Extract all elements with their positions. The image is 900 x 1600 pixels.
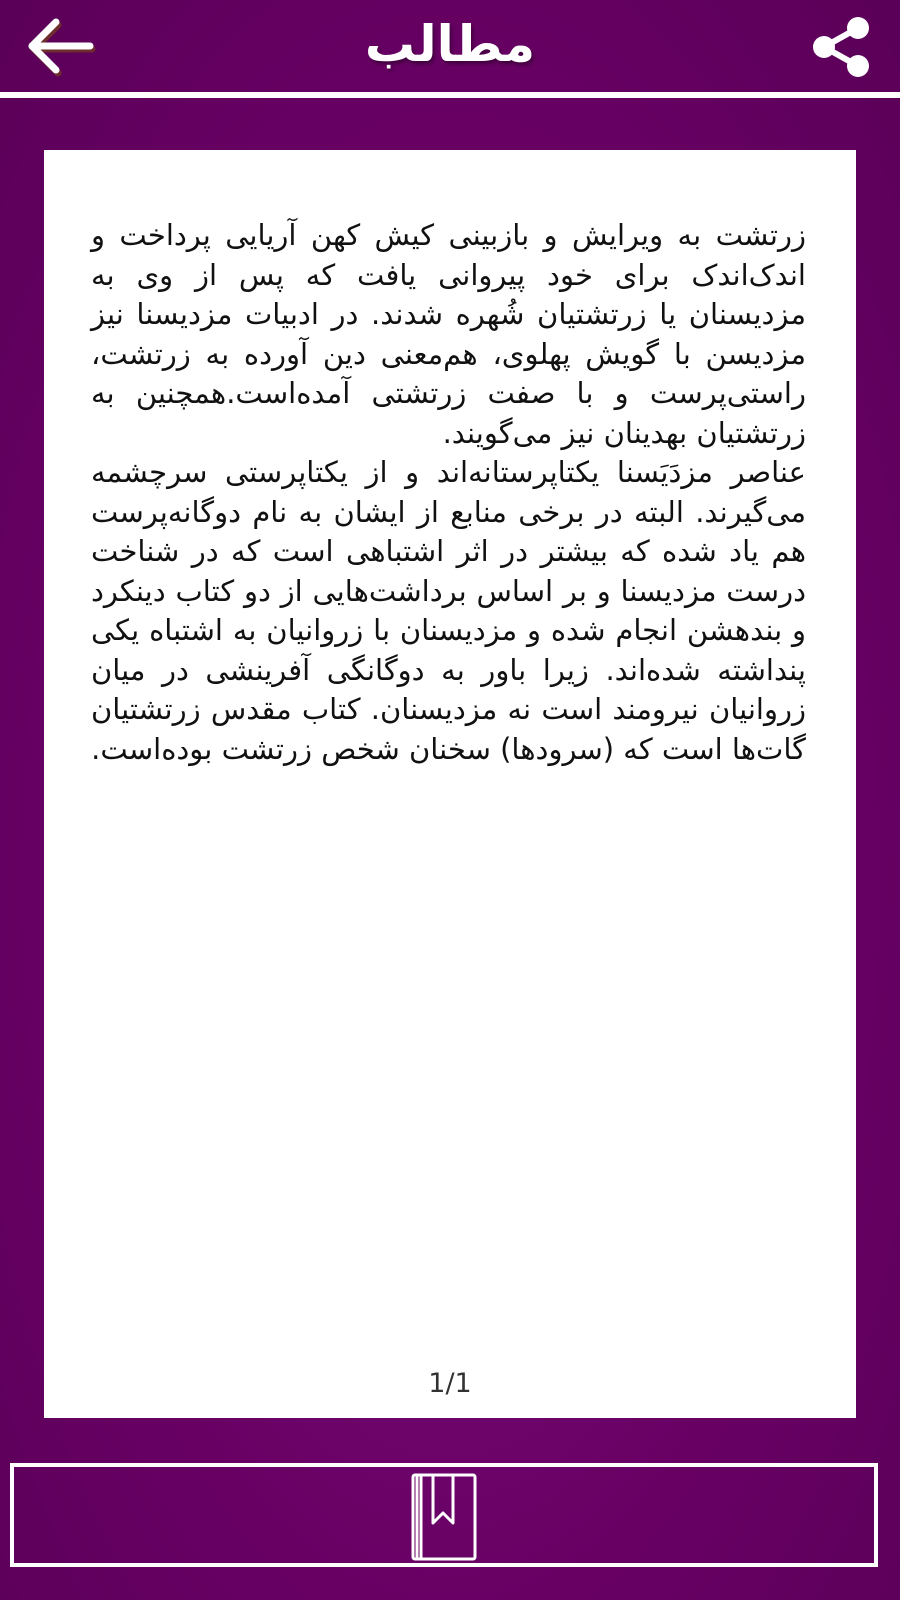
article-paragraph: عناصر مزدَیَسنا یکتاپرستانه‌اند و از یکتاپرستی سرچشمه می‌گیرند. البته در برخی منابع از ایشان به نام دوگانه‌پرست هم یاد شده که بیشتر در اثر اشتباهی است که در شناخت درست مزدیسنا و بر اساس برداشت‌هایی از دو کتاب دینکرد و بندهشن انجام شده و مزدیسنان با زروانیان به اشتباه یکی پنداشته شده‌اند. زیرا باور به دوگانگی آفرینشی در میان زروانیان نیرومند است نه مزدیسنان. کتاب مقدس زرتشتیان گات‌ها است که (سرودها) سخنان شخص زرتشت بوده‌است.: [91, 455, 806, 766]
page-indicator: 1/1: [428, 1368, 472, 1399]
app-header: [0, 0, 900, 92]
header-divider: [0, 92, 900, 98]
article-text: [91, 216, 806, 769]
back-button[interactable]: [24, 14, 98, 78]
article-paragraph: زرتشت به ویرایش و بازبینی کیش کهن آریایی پرداخت و اندک‌اندک برای خود پیروانی یافت که پس از وی به مزدیسنان یا زرتشتیان شُهره شدند. در ادبیات مزدیسنا نیز مزدیسن با گویش پهلوی، هم‌معنی دین آورده به زرتشت، راستی‌پرست و با صفت زرتشتی آمده‌است.همچنین به زرتشتیان بهدینان نیز می‌گویند.: [91, 218, 806, 450]
bookmark-button[interactable]: [405, 1471, 483, 1563]
page-title: مطالب: [364, 15, 536, 73]
content-page[interactable]: [44, 150, 856, 1418]
share-icon: [810, 14, 872, 80]
arrow-left-icon: [24, 14, 98, 78]
bookmark-book-icon: [405, 1471, 483, 1563]
share-button[interactable]: [810, 14, 872, 80]
